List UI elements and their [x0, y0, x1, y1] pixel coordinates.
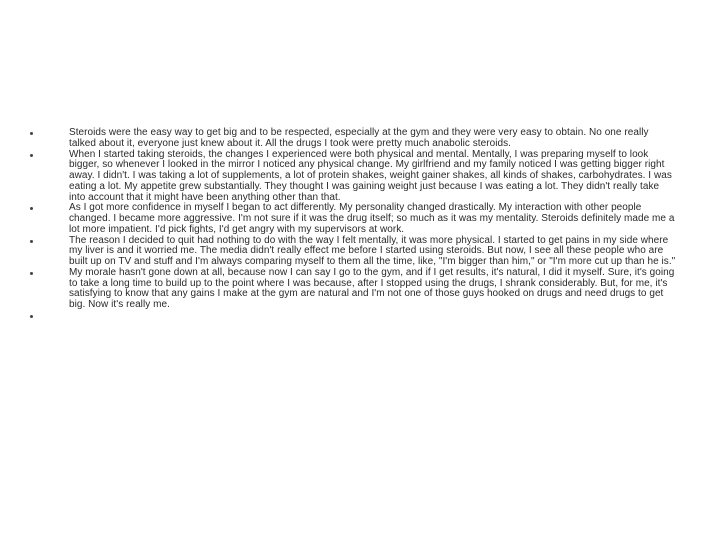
bullet-text: Steroids were the easy way to get big and to be respected, especially at the gym and they were very easy to obtain. No one really talked about it, everyone just knew about it. All the drugs I took were pretty much anabolic steroids.: [69, 127, 649, 149]
bullet-dot-icon: [30, 132, 33, 135]
bullet-dot-icon: [30, 272, 33, 275]
bullet-item: [30, 203, 678, 235]
bullet-item: [30, 128, 678, 150]
bullet-dot-icon: [30, 207, 33, 210]
bullet-text: As I got more confidence in myself I began to act differently. My personality changed drastically. My interaction with other people changed. I became more aggressive. I'm not sure if it was the drug itself; so much as it was my mentality. Steroids definitely made me a lot more impatient. I'd pick fights, I'd get angry with my supervisors at work.: [69, 202, 675, 235]
bullet-text: When I started taking steroids, the changes I experienced were both physical and mental. Mentally, I was preparing myself to look bigger, so whenever I looked in the mirror I noticed any physical change. My girlfriend and my family noticed I was getting bigger right away. I didn't. I was taking a lot of supplements, a lot of protein shakes, weight gainer shakes, all kinds of shakes, carbohydrates. I was eating a lot. My appetite grew substantially. They thought I was gaining weight just because I was eating a lot. They didn't really take into account that it might have been anything other than that.: [69, 148, 672, 203]
bullet-item: [30, 150, 678, 204]
bullet-text: The reason I decided to quit had nothing to do with the way I felt mentally, it was more physical. I started to get pains in my side where my liver is and it worried me. The media didn't really effect me before I started using steroids. But now, I see all these people who are built up on TV and stuff and I'm always comparing myself to them all the time, like, "I'm bigger than him," or "I'm more cut up than he is.": [69, 234, 676, 267]
bullet-list: [30, 128, 678, 322]
bullet-dot-icon: [30, 154, 33, 157]
bullet-item: [30, 311, 678, 322]
bullet-item: [30, 268, 678, 311]
bullet-text: My morale hasn't gone down at all, because now I can say I go to the gym, and if I get results, it's natural, I did it myself. Sure, it's going to take a long time to build up to the point where I was because, after I stopped using the drugs, I shrank considerably. But, for me, it's satisfying to know that any gains I make at the gym are natural and I'm not one of those guys hooked on drugs and need drugs to get big. Now it's really me.: [69, 266, 675, 310]
bullet-item: [30, 236, 678, 268]
bullet-dot-icon: [30, 315, 33, 318]
bullet-dot-icon: [30, 240, 33, 243]
